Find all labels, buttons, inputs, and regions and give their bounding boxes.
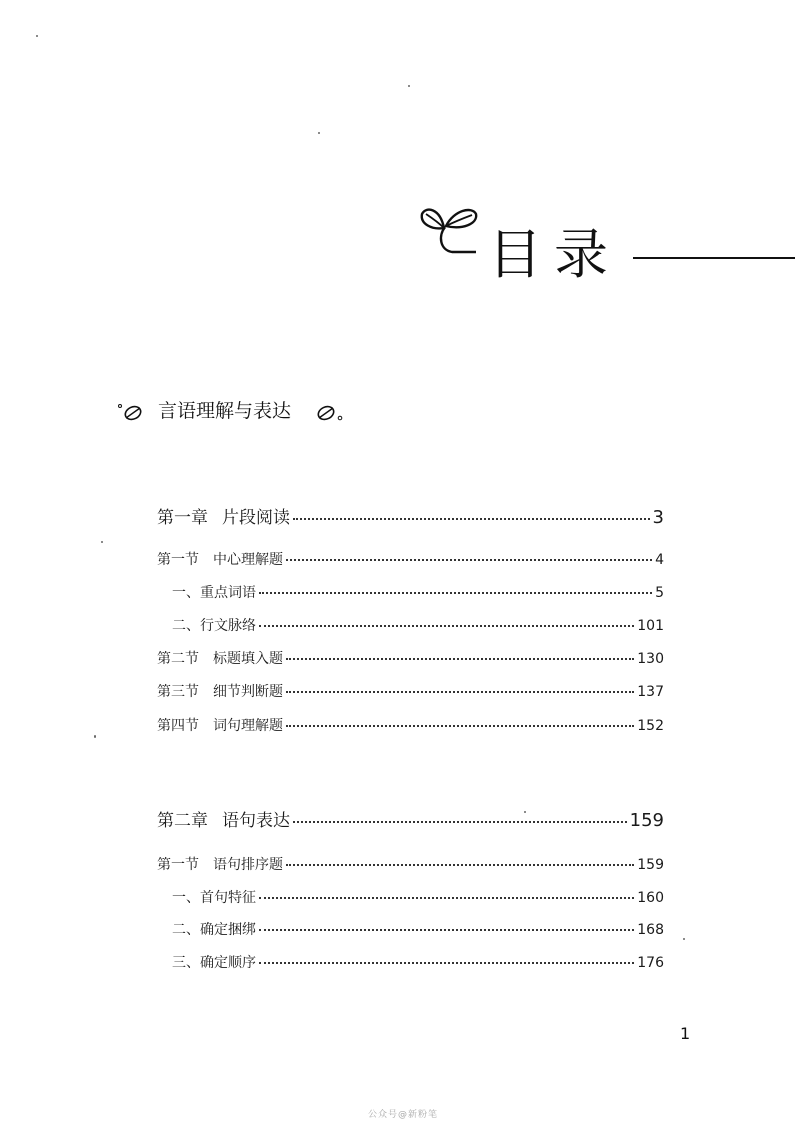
dot-leader: [286, 864, 634, 866]
entry-title: 确定顺序: [200, 955, 256, 971]
entry-title: 标题填入题: [213, 651, 283, 667]
chapter-title: 片段阅读: [222, 508, 290, 528]
dot-leader: [286, 658, 634, 660]
entry-label: 三、: [172, 955, 200, 971]
toc-chapter-2[interactable]: [157, 806, 664, 831]
leaf-icon: [117, 402, 147, 422]
entry-label: 第四节: [157, 718, 199, 734]
dot-leader: [259, 929, 634, 931]
scan-speck: [94, 735, 96, 738]
toc-chapter-1[interactable]: [157, 503, 664, 528]
entry-title: 行文脉络: [200, 618, 256, 634]
entry-label: 二、: [172, 618, 200, 634]
page-ref: 159: [637, 857, 664, 873]
entry-label: 第三节: [157, 684, 199, 700]
entry-title: 细节判断题: [213, 684, 283, 700]
toc-entry[interactable]: [172, 582, 664, 602]
page-ref: 101: [637, 618, 664, 634]
page-ref: 3: [652, 507, 664, 528]
page-ref: 152: [637, 718, 664, 734]
entry-title: 语句排序题: [213, 857, 283, 873]
page-ref: 160: [637, 890, 664, 906]
dot-leader: [259, 592, 652, 594]
toc-entry[interactable]: [157, 549, 664, 569]
sprout-icon: [418, 200, 482, 264]
page-ref: 168: [637, 922, 664, 938]
page-title: 目录: [488, 223, 620, 286]
entry-label: 一、: [172, 890, 200, 906]
dot-leader: [286, 559, 652, 561]
dot-leader: [293, 821, 627, 823]
toc-entry[interactable]: [157, 681, 664, 701]
toc-entry[interactable]: [157, 715, 664, 735]
chapter-title: 语句表达: [222, 811, 290, 831]
page-ref: 130: [637, 651, 664, 667]
chapter-label: 第一章: [157, 508, 208, 528]
dot-leader: [259, 625, 634, 627]
page-ref: 5: [655, 585, 664, 601]
watermark: 公众号@新粉笔: [368, 1110, 439, 1120]
dot-leader: [286, 725, 634, 727]
page-ref: 176: [637, 955, 664, 971]
dot-leader: [293, 518, 650, 520]
chapter-label: 第二章: [157, 811, 208, 831]
entry-label: 第一节: [157, 552, 199, 568]
entry-label: 一、: [172, 585, 200, 601]
page-number: 1: [680, 1024, 691, 1043]
entry-label: 第一节: [157, 857, 199, 873]
part-title: 言语理解与表达: [158, 400, 292, 422]
toc-entry[interactable]: [172, 919, 664, 939]
toc-entry[interactable]: [172, 952, 664, 972]
scan-speck: [524, 811, 526, 813]
toc-entry[interactable]: [172, 887, 664, 907]
entry-title: 重点词语: [200, 585, 256, 601]
title-rule: [633, 257, 795, 259]
toc-entry[interactable]: [172, 615, 664, 635]
leaf-icon: [315, 402, 345, 422]
entry-title: 首句特征: [200, 890, 256, 906]
dot-leader: [259, 897, 634, 899]
dot-leader: [259, 962, 634, 964]
page-ref: 137: [637, 684, 664, 700]
entry-label: 二、: [172, 922, 200, 938]
toc-entry[interactable]: [157, 648, 664, 668]
dot-leader: [286, 691, 634, 693]
page-ref: 159: [629, 810, 664, 831]
entry-label: 第二节: [157, 651, 199, 667]
scan-speck: [683, 938, 685, 940]
toc-entry[interactable]: [157, 854, 664, 874]
entry-title: 中心理解题: [213, 552, 283, 568]
entry-title: 词句理解题: [213, 718, 283, 734]
page-ref: 4: [655, 552, 664, 568]
entry-title: 确定捆绑: [200, 922, 256, 938]
scan-speck: [101, 541, 103, 543]
scan-speck: [36, 35, 38, 37]
scan-speck: [408, 85, 410, 87]
scan-speck: [318, 132, 320, 134]
